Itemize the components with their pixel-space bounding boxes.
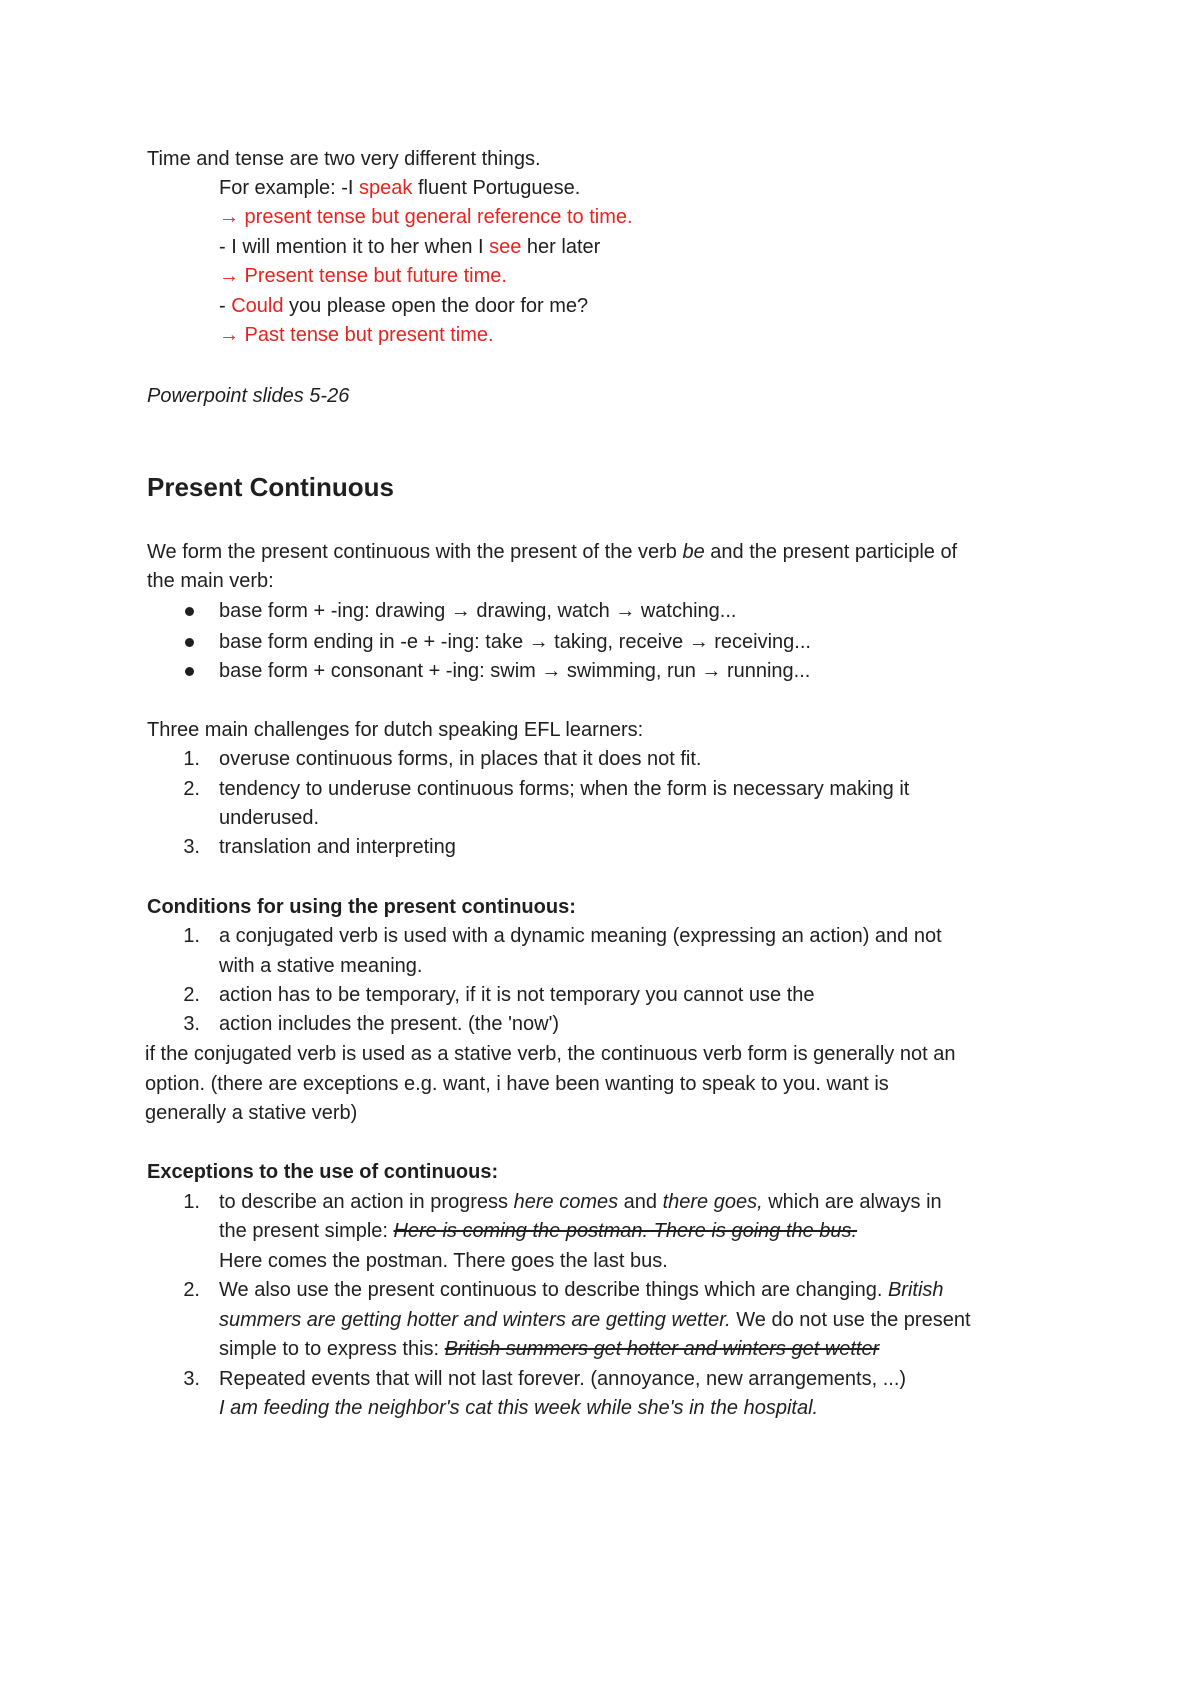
list-item-continued: underused. [219, 807, 320, 829]
slides-reference: Powerpoint slides 5-26 [147, 385, 350, 407]
bullet-item: base form ending in -e + -ing: take → taking, receive → receiving... [219, 631, 811, 653]
exception-example: there goes, [662, 1191, 763, 1213]
struck-example: Here is coming the postman. There is going the bus. [393, 1220, 858, 1242]
exception-text: and [618, 1191, 663, 1213]
example-2-suffix: her later [521, 236, 601, 258]
exception-text: We do not use the present [730, 1309, 971, 1331]
list-item-continued: with a stative meaning. [219, 955, 423, 977]
example-1-suffix: fluent Portuguese. [412, 177, 581, 199]
example-3-suffix: you please open the door for me? [283, 295, 589, 317]
bullet-dot [185, 638, 194, 647]
list-number: 1. [183, 748, 200, 770]
example-1-verb: speak [359, 177, 413, 199]
list-number: 2. [183, 778, 200, 800]
bullet-dot [185, 667, 194, 676]
section-heading: Present Continuous [147, 472, 395, 502]
conditions-note: if the conjugated verb is used as a stative verb, the continuous verb form is generally not an [145, 1043, 956, 1065]
bullet-item: base form + -ing: drawing → drawing, watch → watching... [219, 600, 737, 622]
exception-text: We also use the present continuous to describe things which are changing. [219, 1279, 888, 1301]
bullet-item: base form + consonant + -ing: swim → swimming, run → running... [219, 660, 811, 682]
example-2-verb: see [489, 236, 522, 258]
exception-text: simple to to express this: [219, 1338, 445, 1360]
exception-item-2-line-3 [219, 1337, 879, 1361]
exception-example: summers are getting hotter and winters are getting wetter. [219, 1309, 731, 1331]
exception-text: which are always in [762, 1191, 942, 1213]
example-2 [219, 235, 600, 259]
list-number: 3. [183, 1013, 200, 1035]
exception-text: the present simple: [219, 1220, 394, 1242]
exception-item-1-line-3: Here comes the postman. There goes the last bus. [219, 1250, 668, 1272]
list-item: overuse continuous forms, in places that it does not fit. [219, 748, 702, 770]
conditions-note: option. (there are exceptions e.g. want, i have been wanting to speak to you. want is [145, 1073, 889, 1095]
list-number: 2. [183, 984, 200, 1006]
list-number: 3. [183, 836, 200, 858]
bullet-dot [185, 607, 194, 616]
example-3-prefix: - [219, 295, 232, 317]
exceptions-title: Exceptions to the use of continuous: [147, 1161, 499, 1183]
paragraph-text: We form the present continuous with the present of the verb [147, 541, 683, 563]
example-3-verb: Could [231, 295, 284, 317]
example-3 [219, 294, 588, 318]
exception-item-3: Repeated events that will not last forever. (annoyance, new arrangements, ...) [219, 1368, 907, 1390]
list-item: action includes the present. (the 'now') [219, 1013, 560, 1035]
list-number: 1. [183, 925, 200, 947]
exception-item-3-example: I am feeding the neighbor's cat this week while she's in the hospital. [219, 1397, 819, 1419]
example-3-note: → Past tense but present time. [219, 324, 494, 346]
conditions-title: Conditions for using the present continuous: [147, 896, 576, 918]
list-number: 3. [183, 1368, 200, 1390]
list-item: translation and interpreting [219, 836, 456, 858]
conditions-note: generally a stative verb) [145, 1102, 358, 1124]
list-item: tendency to underuse continuous forms; when the form is necessary making it [219, 778, 910, 800]
challenges-title: Three main challenges for dutch speaking EFL learners: [147, 719, 644, 741]
exception-item-2 [219, 1278, 944, 1302]
example-1-prefix: For example: -I [219, 177, 360, 199]
exception-item-1 [219, 1190, 942, 1214]
paragraph-line-1 [147, 540, 957, 564]
example-2-note: → Present tense but future time. [219, 265, 507, 287]
intro-line: Time and tense are two very different things. [147, 148, 541, 170]
list-number: 1. [183, 1191, 200, 1213]
list-item: action has to be temporary, if it is not temporary you cannot use the [219, 984, 815, 1006]
exception-example: here comes [513, 1191, 619, 1213]
list-number: 2. [183, 1279, 200, 1301]
example-2-prefix: - I will mention it to her when I [219, 236, 490, 258]
example-1 [219, 176, 580, 200]
paragraph-verb-be: be [682, 541, 705, 563]
exception-text: to describe an action in progress [219, 1191, 514, 1213]
exception-item-1-line-2 [219, 1219, 857, 1243]
list-item: a conjugated verb is used with a dynamic meaning (expressing an action) and not [219, 925, 942, 947]
struck-example: British summers get hotter and winters get wetter [444, 1338, 880, 1360]
exception-item-2-line-2 [219, 1308, 971, 1332]
paragraph-line-2: the main verb: [147, 570, 274, 592]
paragraph-text: and the present participle of [704, 541, 958, 563]
example-1-note: → present tense but general reference to time. [219, 206, 633, 228]
exception-example: British [887, 1279, 944, 1301]
